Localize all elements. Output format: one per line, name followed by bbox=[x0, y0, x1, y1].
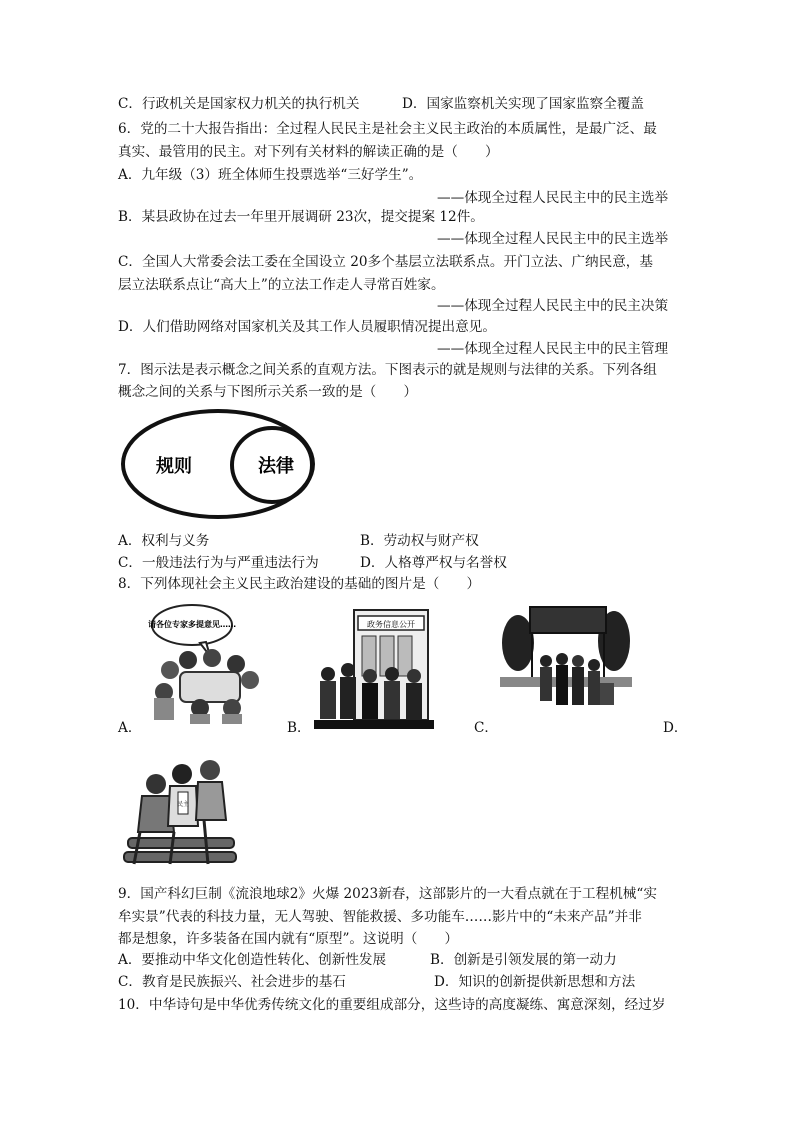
q8-picture-c bbox=[500, 603, 632, 718]
q6-option-c-note: ——体现全过程人民民主中的民主决策 bbox=[437, 298, 669, 314]
q9-stem-line1: 9．国产科幻巨制《流浪地球2》火爆 2023新春，这部影片的一大看点就在于工程机械“实 bbox=[118, 886, 657, 902]
q8-stem: 8．下列体现社会主义民主政治建设的基础的图片是（ ） bbox=[118, 576, 481, 592]
q8-option-c-label: C． bbox=[474, 720, 498, 736]
q5-option-d: D．国家监察机关实现了国家监察全覆盖 bbox=[402, 96, 644, 112]
speech-bubble-text: 请各位专家多提意见…… bbox=[148, 620, 236, 629]
sash-text: 民主 bbox=[176, 801, 190, 808]
q6-option-c-line1: C．全国人大常委会法工委在全国设立 20多个基层立法联系点。开门立法、广纳民意，基 bbox=[118, 254, 653, 270]
q7-stem-line1: 7．图示法是表示概念之间关系的直观方法。下图表示的就是规则与法律的关系。下列各组 bbox=[118, 362, 657, 378]
venn-inner-label: 法律 bbox=[258, 456, 294, 477]
q9-option-d: D．知识的创新提供新思想和方法 bbox=[434, 974, 636, 990]
q6-stem-line2: 真实、最管用的民主。对下列有关材料的解读正确的是（ ） bbox=[118, 144, 499, 160]
q9-option-a: A．要推动中华文化创造性转化、创新性发展 bbox=[118, 952, 387, 968]
q9-stem-line3: 都是想象，许多装备在国内就有“原型”。这说明（ ） bbox=[118, 931, 459, 947]
q8-picture-d bbox=[120, 748, 240, 874]
q6-option-d-note: ——体现全过程人民民主中的民主管理 bbox=[437, 341, 669, 357]
q6-option-a-note: ——体现全过程人民民主中的民主选举 bbox=[437, 190, 669, 206]
q5-option-c: C．行政机关是国家权力机关的执行机关 bbox=[118, 96, 360, 112]
q10-stem-line1: 10．中华诗句是中华优秀传统文化的重要组成部分，这些诗的高度凝练、寓意深刻，经过岁 bbox=[118, 997, 666, 1013]
q9-option-c: C．教育是民族振兴、社会进步的基石 bbox=[118, 974, 346, 990]
q6-stem-line1: 6．党的二十大报告指出：全过程人民民主是社会主义民主政治的本质属性，是最广泛、最 bbox=[118, 121, 657, 137]
q9-option-b: B．创新是引领发展的第一动力 bbox=[430, 952, 617, 968]
q8-picture-a bbox=[140, 600, 270, 725]
q8-option-a-label: A． bbox=[118, 720, 142, 736]
q8-picture-b bbox=[314, 604, 434, 729]
q7-option-c: C．一般违法行为与严重违法行为 bbox=[118, 555, 319, 571]
q9-stem-line2: 牟实景”代表的科技力量，无人驾驶、智能救援、多功能车……影片中的“未来产品”并非 bbox=[118, 909, 642, 925]
q7-option-a: A．权利与义务 bbox=[118, 533, 210, 549]
q7-option-b: B．劳动权与财产权 bbox=[360, 533, 479, 549]
info-board-sign: 政务信息公开 bbox=[367, 620, 415, 629]
q6-option-d: D．人们借助网络对国家机关及其工作人员履职情况提出意见。 bbox=[118, 319, 496, 335]
q7-option-d: D．人格尊严权与名誉权 bbox=[360, 555, 507, 571]
venn-diagram bbox=[118, 406, 318, 522]
q7-stem-line2: 概念之间的关系与下图所示关系一致的是（ ） bbox=[118, 384, 418, 400]
venn-outer-label: 规则 bbox=[156, 456, 192, 477]
q6-option-b: B．某县政协在过去一年里开展调研 23次，提交提案 12件。 bbox=[118, 209, 484, 225]
q6-option-b-note: ——体现全过程人民民主中的民主选举 bbox=[437, 231, 669, 247]
q6-option-c-line2: 层立法联系点让“高大上”的立法工作走人寻常百姓家。 bbox=[118, 277, 445, 293]
q8-option-d-label: D． bbox=[663, 720, 688, 736]
q6-option-a: A．九年级（3）班全体师生投票选举“三好学生”。 bbox=[118, 167, 423, 183]
q8-option-b-label: B． bbox=[287, 720, 311, 736]
